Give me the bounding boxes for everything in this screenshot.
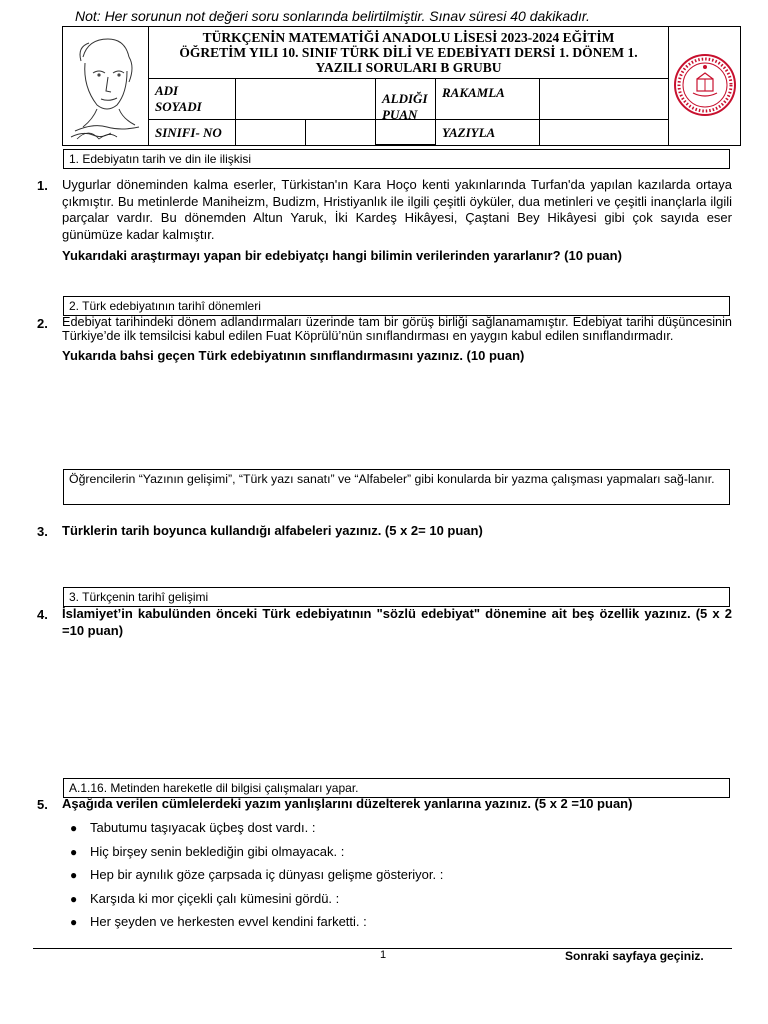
- bullet-icon: ●: [70, 844, 78, 859]
- section-box-3: 3. Türkçenin tarihî gelişimi: [63, 587, 730, 607]
- bullet-icon: ●: [70, 868, 78, 882]
- bullet-icon: ●: [70, 821, 78, 835]
- list-item-text: Karşıda ki mor çiçekli çalı kümesini gördü. :: [90, 890, 340, 906]
- list-item: [70, 891, 443, 915]
- words-field[interactable]: [540, 120, 668, 145]
- title-line-1: TÜRKÇENİN MATEMATİĞİ ANADOLU LİSESİ 2023-2024 EĞİTİM: [202, 30, 615, 45]
- header-row-class: [149, 120, 668, 145]
- page-number: 1: [380, 949, 387, 961]
- question-1-text: Uygurlar döneminden kalma eserler, Türkistan'ın Kara Hoço kenti yakınlarında Turfan'da yapılan kazılarda ortaya çıkmıştır. Bu metinlerde Maniheizm, Budizm, Hristiyanlık ile ilgili çeşitli öyküler, dua metinleri ve çeşitli inançlarla ilgili parçalar vardır. Bu dönemden Altun Yaruk, İki Kardeş Hikâyesi, Çaştani Bey Hikâyesi gibi çok sayıda eser günümüze kadar kalmıştır.: [62, 177, 732, 242]
- spelling-sentences-list: [70, 820, 443, 938]
- list-item-text: Hep bir aynılık göze çarpsada iç dünyası gelişme gösteriyor. :: [90, 867, 444, 882]
- section-box-4: A.1.16. Metinden hareketle dil bilgisi çalışmaları yapar.: [63, 778, 730, 798]
- question-4-number: 4.: [37, 607, 48, 622]
- question-5-number: 5.: [37, 797, 48, 812]
- title-line-2: ÖĞRETİM YILI 10. SINIF TÜRK DİLİ VE EDEBİYATI DERSİ 1. DÖNEM 1.: [179, 45, 638, 60]
- section-box-1: 1. Edebiyatın tarih ve din ile ilişkisi: [63, 149, 730, 169]
- list-item-text: Tabutumu taşıyacak üçbeş dost vardı. :: [90, 820, 316, 835]
- bullet-icon: ●: [70, 915, 78, 929]
- question-3-number: 3.: [37, 524, 48, 539]
- name-field[interactable]: [236, 79, 376, 119]
- list-item: [70, 844, 443, 868]
- bullet-icon: ●: [70, 891, 78, 906]
- learning-outcome-box: Öğrencilerin “Yazının gelişimi”, “Türk yazı sanatı” ve “Alfabeler” gibi konularda bir yazma çalışması yapmaları sağ-lanır.: [63, 469, 730, 505]
- exam-title: [149, 27, 668, 79]
- list-item-text: Hiç birşey senin beklediğin gibi olmayacak. :: [90, 843, 345, 859]
- question-1-prompt: Yukarıdaki araştırmayı yapan bir edebiyatçı hangi bilimin verilerinden yararlanır? (10 puan): [62, 248, 622, 263]
- question-1-number: 1.: [37, 178, 48, 193]
- next-page-note: Sonraki sayfaya geçiniz.: [565, 949, 704, 963]
- question-2-prompt: Yukarıda bahsi geçen Türk edebiyatının sınıflandırmasını yazınız. (10 puan): [62, 348, 525, 363]
- list-item-text: Her şeyden ve herkesten evvel kendini farketti. :: [90, 914, 367, 929]
- class-field[interactable]: [236, 120, 306, 145]
- exam-header-table: [62, 26, 741, 146]
- question-3-prompt: Türklerin tarih boyunca kullandığı alfabeleri yazınız. (5 x 2= 10 puan): [62, 523, 483, 538]
- ministry-logo: [668, 27, 740, 145]
- name-label-line-1: ADI: [155, 83, 179, 98]
- words-label: YAZIYLA: [436, 120, 540, 145]
- header-row-name: [149, 79, 668, 120]
- score-label-line-2: PUAN: [382, 107, 418, 122]
- question-2-number: 2.: [37, 316, 48, 331]
- question-2-text: Edebiyat tarihindeki dönem adlandırmaları üzerinde tam bir görüş birliği sağlanamamıştır. Edebiyat tarihi düşüncesinin Türkiye’de ilk temsilcisi kabul edilen Fuat Köprülü’nün sınıflandırması en yaygın kabul edilen sınıflandırmadır.: [62, 315, 732, 343]
- exam-note: Not: Her sorunun not değeri soru sonlarında belirtilmiştir. Sınav süresi 40 dakikadır.: [75, 8, 590, 24]
- digits-field[interactable]: [540, 79, 668, 119]
- list-item: [70, 867, 443, 891]
- title-line-3: YAZILI SORULARI B GRUBU: [315, 60, 502, 75]
- list-item: [70, 914, 443, 938]
- digits-label: RAKAMLA: [436, 79, 540, 119]
- ataturk-portrait: [63, 27, 149, 145]
- number-field[interactable]: [306, 120, 376, 145]
- question-5-prompt: Aşağıda verilen cümlelerdeki yazım yanlışlarını düzelterek yanlarına yazınız. (5 x 2 =10 puan): [62, 796, 633, 811]
- question-4-prompt: İslamiyet’in kabulünden önceki Türk edebiyatının "sözlü edebiyat" dönemine ait beş özellik yazınız. (5 x 2 =10 puan): [62, 606, 732, 638]
- list-item: [70, 820, 443, 844]
- score-label-line-1: ALDIĞI: [382, 91, 428, 106]
- class-no-label: SINIFI- NO: [149, 120, 236, 145]
- section-box-2: 2. Türk edebiyatının tarihî dönemleri: [63, 296, 730, 316]
- name-label: [149, 79, 236, 119]
- name-label-line-2: SOYADI: [155, 99, 202, 114]
